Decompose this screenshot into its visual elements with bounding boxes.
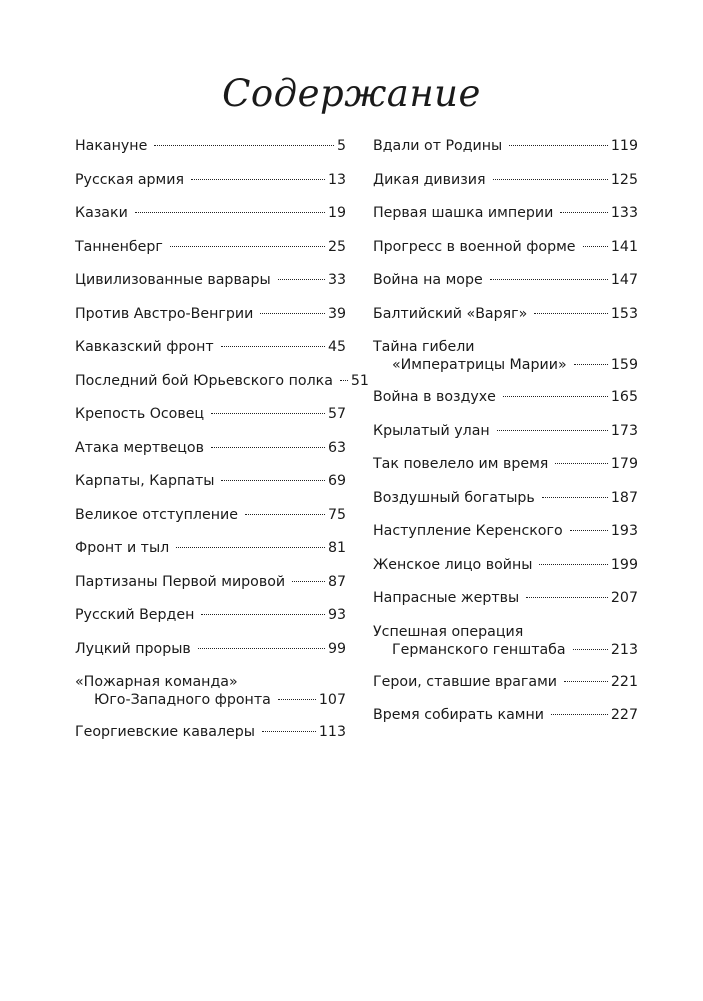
toc-entry[interactable] (75, 271, 346, 289)
toc-page-number: 193 (610, 523, 638, 539)
toc-page-number: 51 (350, 372, 369, 389)
toc-entry[interactable] (373, 455, 638, 473)
toc-entry[interactable] (75, 171, 346, 189)
dot-leader (176, 547, 325, 548)
toc-entry-title: Карпаты, Карпаты (75, 473, 215, 489)
toc-entry[interactable] (373, 305, 638, 323)
toc-page-number: 227 (610, 707, 638, 723)
toc-entry-title: Германского генштаба (392, 641, 566, 658)
toc-entry-title: Георгиевские кавалеры (75, 724, 255, 740)
toc-page-number: 173 (610, 422, 638, 439)
dot-leader (573, 649, 608, 650)
toc-page-number: 69 (327, 473, 346, 489)
toc-page-number: 119 (610, 138, 638, 154)
dot-leader (574, 364, 608, 365)
toc-entry[interactable] (75, 372, 369, 390)
toc-entry[interactable] (373, 589, 638, 607)
toc-entry-title: Герои, ставшие врагами (373, 673, 558, 690)
dot-leader (245, 514, 325, 515)
toc-entry-title: Наступление Керенского (373, 523, 563, 539)
toc-entry[interactable] (373, 271, 638, 289)
toc-entry[interactable] (75, 305, 346, 323)
toc-entry[interactable] (373, 171, 638, 189)
toc-entry[interactable] (75, 405, 346, 423)
dot-leader (497, 430, 608, 431)
toc-entry[interactable] (373, 204, 638, 222)
toc-entry-title: Первая шашка империи (373, 205, 554, 221)
toc-page-number: 187 (610, 489, 638, 506)
toc-entry[interactable] (373, 137, 638, 155)
toc-page-number: 25 (327, 238, 346, 255)
dot-leader (526, 597, 608, 598)
toc-entry[interactable] (75, 539, 346, 557)
toc-entry-title: Напрасные жертвы (373, 590, 520, 606)
toc-entry[interactable] (75, 673, 346, 709)
toc-entry-title: Против Австро-Венгрии (75, 305, 254, 322)
dot-leader (560, 212, 608, 213)
toc-entry-title: Кавказский фронт (75, 339, 214, 355)
toc-entry[interactable] (75, 137, 346, 155)
toc-page-number: 5 (336, 138, 346, 154)
dot-leader (539, 564, 607, 565)
toc-entry[interactable] (75, 338, 346, 356)
dot-leader (170, 246, 325, 247)
toc-entry[interactable] (75, 204, 346, 222)
toc-entry-title: Партизаны Первой мировой (75, 573, 286, 590)
toc-entry-title: Цивилизованные варвары (75, 272, 271, 288)
toc-page-number: 87 (327, 573, 346, 590)
toc-page-number: 45 (327, 339, 346, 355)
toc-entry[interactable] (373, 388, 638, 406)
toc-entry-title: Успешная операция (373, 623, 524, 640)
toc-entry[interactable] (75, 439, 346, 457)
dot-leader (490, 279, 608, 280)
toc-page-number: 147 (610, 272, 638, 288)
toc-page-number: 141 (610, 238, 638, 255)
toc-page-number: 107 (318, 692, 346, 708)
toc-page-number: 207 (610, 590, 638, 606)
toc-entry-title: Луцкий прорыв (75, 640, 191, 657)
toc-page-number: 133 (610, 205, 638, 221)
dot-leader (503, 396, 608, 397)
toc-entry-title: Последний бой Юрьевского полка (75, 372, 333, 389)
toc-entry[interactable] (373, 623, 638, 659)
toc-entry-title: Крылатый улан (373, 422, 490, 439)
toc-entry-title: Дикая дивизия (373, 171, 486, 188)
toc-entry-title: Балтийский «Варяг» (373, 305, 528, 322)
toc-page-number: 221 (610, 673, 638, 690)
toc-page-number: 39 (327, 305, 346, 322)
toc-page-number: 57 (327, 406, 346, 422)
dot-leader (292, 581, 325, 582)
toc-entry[interactable] (373, 522, 638, 540)
toc-page-number: 113 (318, 724, 346, 740)
toc-entry[interactable] (75, 506, 346, 524)
toc-entry-title: Воздушный богатырь (373, 489, 535, 506)
toc-entry-title: Тайна гибели (373, 339, 475, 355)
toc-entry[interactable] (75, 472, 346, 490)
toc-entry-title: Накануне (75, 138, 148, 154)
toc-page-number: 213 (610, 641, 638, 658)
toc-entry-title: Время собирать камни (373, 707, 544, 723)
dot-leader (221, 480, 325, 481)
toc-page-number: 93 (327, 607, 346, 623)
dot-leader (564, 681, 608, 682)
toc-entry-title: Война в воздухе (373, 389, 496, 405)
dot-leader (198, 648, 325, 649)
toc-entry-title: Юго-Западного фронта (94, 692, 271, 708)
dot-leader (278, 279, 325, 280)
toc-entry[interactable] (75, 238, 346, 256)
toc-entry-title: Казаки (75, 205, 128, 221)
dot-leader (583, 246, 608, 247)
toc-page-number: 125 (610, 171, 638, 188)
toc-page-number: 179 (610, 456, 638, 472)
toc-entry-title: Прогресс в военной форме (373, 238, 576, 255)
toc-entry-title: «Пожарная команда» (75, 674, 238, 690)
toc-entry[interactable] (75, 640, 346, 658)
toc-entry[interactable] (373, 673, 638, 691)
dot-leader (340, 380, 348, 381)
dot-leader (221, 346, 325, 347)
toc-entry-title: Так повелело им время (373, 456, 549, 472)
toc-page-number: 99 (327, 640, 346, 657)
dot-leader (262, 731, 316, 732)
toc-page-number: 199 (610, 556, 638, 573)
dot-leader (570, 530, 608, 531)
toc-entry-title: Русский Верден (75, 607, 195, 623)
dot-leader (551, 714, 608, 715)
toc-entry-title: Атака мертвецов (75, 439, 204, 456)
dot-leader (211, 447, 325, 448)
dot-leader (201, 614, 325, 615)
toc-page-number: 153 (610, 305, 638, 322)
toc-entry-title: Женское лицо войны (373, 556, 533, 573)
dot-leader (493, 179, 608, 180)
toc-entry-title: Вдали от Родины (373, 138, 503, 154)
dot-leader (534, 313, 608, 314)
toc-entry-title: Танненберг (75, 238, 163, 255)
toc-entry[interactable] (373, 706, 638, 724)
toc-entry-title: Война на море (373, 272, 483, 288)
toc-entry-title: Великое отступление (75, 506, 238, 523)
toc-entry[interactable] (75, 606, 346, 624)
toc-page-number: 75 (327, 506, 346, 523)
dot-leader (509, 145, 608, 146)
dot-leader (542, 497, 608, 498)
toc-entry-title: «Императрицы Марии» (392, 357, 567, 373)
toc-entry[interactable] (373, 489, 638, 507)
toc-entry-title: Крепость Осовец (75, 406, 205, 422)
toc-entry[interactable] (373, 422, 638, 440)
toc-entry-title: Фронт и тыл (75, 540, 170, 556)
dot-leader (555, 463, 608, 464)
dot-leader (278, 699, 316, 700)
dot-leader (211, 413, 325, 414)
toc-entry[interactable] (75, 723, 346, 741)
toc-page-number: 19 (327, 205, 346, 221)
toc-page-number: 63 (327, 439, 346, 456)
dot-leader (191, 179, 325, 180)
toc-entry[interactable] (373, 238, 638, 256)
toc-page-number: 81 (327, 540, 346, 556)
toc-entry[interactable] (75, 573, 346, 591)
page-title: Содержание (222, 72, 481, 115)
toc-page-number: 159 (610, 357, 638, 373)
toc-page-number: 33 (327, 272, 346, 288)
dot-leader (154, 145, 334, 146)
toc-page-number: 165 (610, 389, 638, 405)
dot-leader (260, 313, 325, 314)
toc-entry[interactable] (373, 556, 638, 574)
dot-leader (135, 212, 325, 213)
toc-entry[interactable] (373, 338, 638, 374)
toc-page-number: 13 (327, 171, 346, 188)
toc-entry-title: Русская армия (75, 171, 185, 188)
